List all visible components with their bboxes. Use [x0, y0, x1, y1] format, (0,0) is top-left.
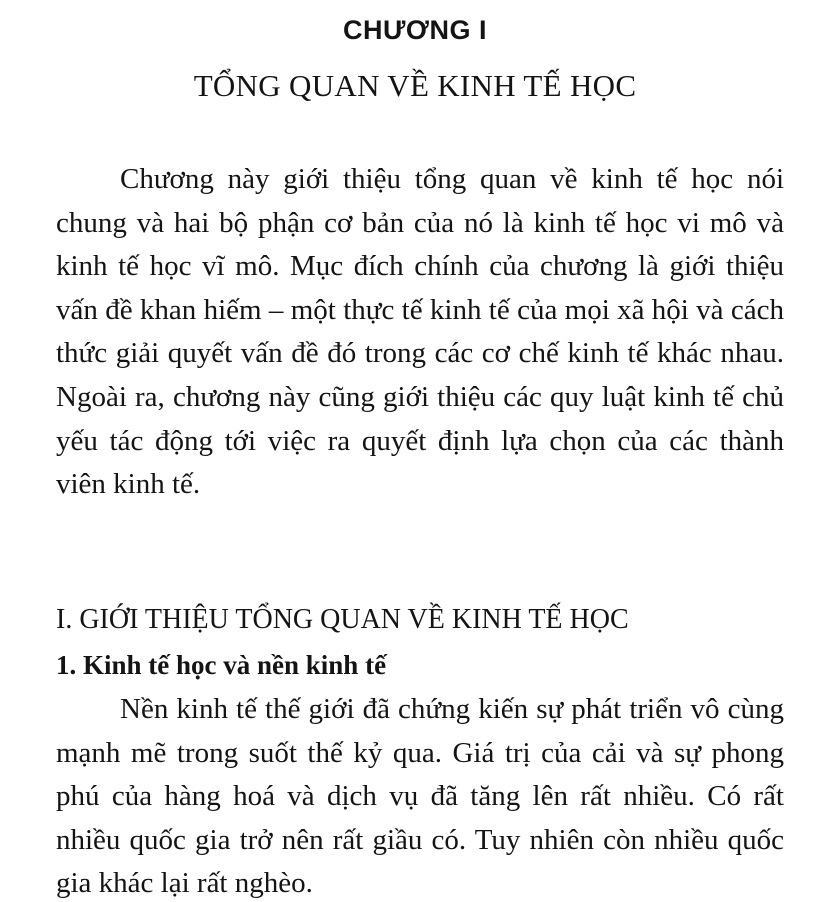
chapter-title: TỔNG QUAN VỀ KINH TẾ HỌC [193, 68, 637, 103]
body-paragraph: Nền kinh tế thế giới đã chứng kiến sự phát triển vô cùng mạnh mẽ trong suốt thế kỷ qua. Giá trị của cải và sự phong phú của hàng hoá và dịch vụ đã tăng lên rất nhiều. Có rất nhiều quốc gia trở nên rất giầu có. Tuy nhiên còn nhiều quốc gia khác lại rất nghèo. [56, 693, 784, 900]
subsection-heading: 1. Kinh tế học và nền kinh tế [56, 650, 387, 680]
section-heading: I. GIỚI THIỆU TỔNG QUAN VỀ KINH TẾ HỌC [56, 604, 629, 635]
chapter-label: CHƯƠNG I [343, 15, 487, 45]
intro-paragraph: Chương này giới thiệu tổng quan về kinh tế học nói chung và hai bộ phận cơ bản của nó là kinh tế học vi mô và kinh tế học vĩ mô. Mục đích chính của chương là giới thiệu vấn đề khan hiếm – một thực tế kinh tế của mọi xã hội và cách thức giải quyết vấn đề đó trong các cơ chế kinh tế khác nhau. Ngoài ra, chương này cũng giới thiệu các quy luật kinh tế chủ yếu tác động tới việc ra quyết định lựa chọn của các thành viên kinh tế. [56, 163, 784, 501]
